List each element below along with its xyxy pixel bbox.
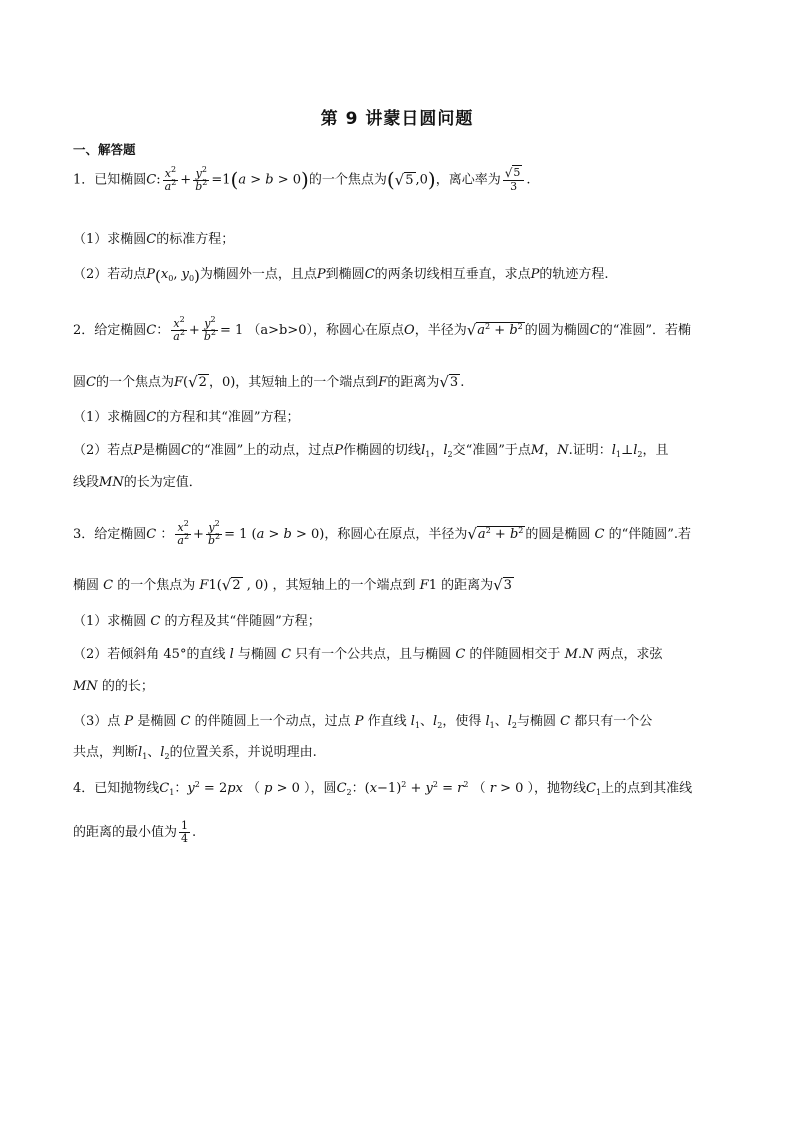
question-3-stem-cont: 椭圆 C 的一个焦点为 F1(√2 , 0) ，其短轴上的一个端点到 F1 的距离为√3 [73, 576, 512, 594]
question-1-part-1: （1）求椭圆C的标准方程； [73, 232, 235, 247]
question-1-part-2: （2）若动点$P(x_0$, $y_0$)为椭圆外一点，且点P到椭圆C的两条切线相互垂直，求点P的轨迹方程. [73, 267, 609, 285]
question-3-part-3: （3）点 P 是椭圆 C 的伴随圆上一个动点，过点 P 作直线 $l_1$、$l_2$，使得 $l_1$、$l_2$与椭圆 C 都只有一个公 [73, 714, 653, 730]
question-4-stem: 4．已知抛物线$C_1$：$y^2 = 2px$ （ p > 0 ），圆$C_2$：$(x-1)^2 + y^2 = r^2$ （ r > 0 ），抛物线$C_1$上的点到其准线 [73, 780, 693, 797]
question-2-stem-cont: 圆C的一个焦点为F(√2 ，0)，其短轴上的一个端点到F的距离为√3 . [73, 373, 465, 391]
question-2-part-1: （1）求椭圆C的方程和其“准圆”方程； [73, 410, 300, 425]
question-3-part-1: （1）求椭圆 C 的方程及其“伴随圆”方程； [73, 614, 321, 629]
question-2-part-2-cont: 线段MN的长为定值． [73, 475, 202, 490]
question-3-part-2: （2）若倾斜角 45°的直线 l 与椭圆 C 只有一个公共点，且与椭圆 C 的伴随圆相交于 M.N 两点，求弦 [73, 647, 663, 662]
question-1-stem: 1．已知椭圆C: $\frac{x^2}{a^2}$ + $\frac{y^2}{b^2}$ =1(a > b > 0)的一个焦点为(√5 ,0)，离心率为 $\frac{√5}{3}$ . [73, 164, 531, 194]
question-4-stem-cont: 的距离的最小值为 $\frac{1}{4}$ . [73, 819, 197, 846]
question-2-stem: 2．给定椭圆C： $\frac{x^2}{a^2}$ + $\frac{y^2}{b^2}$ = 1 （a>b>0），称圆心在原点O，半径为$√a^2 + b^2$ 的圆为椭圆C的“准圆”．若椭 [73, 315, 691, 344]
section-heading: 一、解答题 [73, 142, 136, 157]
question-3-stem: 3．给定椭圆C ： $\frac{x^2}{a^2}$ + $\frac{y^2}{b^2}$ = 1 (a > b > 0)，称圆心在原点，半径为$√a^2 + b^2$ 的圆是椭圆 C 的“伴随圆”.若 [73, 519, 692, 548]
question-2-part-2: （2）若点P是椭圆C的“准圆”上的动点，过点P作椭圆的切线$l_1$，$l_2$交“准圆”于点M，N.证明：$l_1\perp l_2$，且 [73, 443, 669, 459]
question-3-part-3-cont: 共点，判断$l_1$、$l_2$的位置关系，并说明理由. [73, 745, 317, 761]
question-3-part-2-cont: MN 的的长； [73, 679, 154, 694]
page-title: 第 9 讲蒙日圆问题 [320, 109, 474, 129]
